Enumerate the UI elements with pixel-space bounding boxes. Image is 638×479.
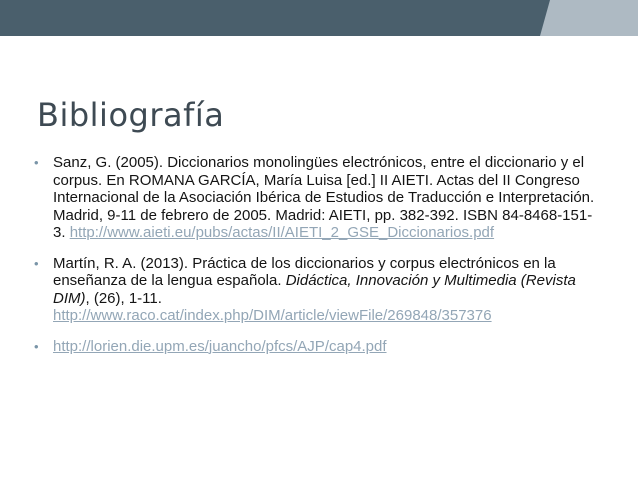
reference-text: Sanz, G. (2005). Diccionarios monolingües electrónicos, entre el diccionario y el corpus. En ROMANA GARCÍA, María Luisa [ed.] II AIETI. Actas del II Congreso Internacional de la Asociación Ibérica de Estudios de Traducción e Interpretación. Madrid, 9-11 de febrero de 2005. Madrid: AIETI, pp. 382-392. ISBN 84-8468-151-3. (53, 154, 595, 241)
header-bar (0, 0, 638, 36)
header-bar-accent (552, 0, 638, 36)
list-item (32, 154, 604, 242)
reference-text: Martín, R. A. (2013). Práctica de los diccionarios y corpus electrónicos en la enseñanza de la lengua española. (53, 254, 556, 289)
bullet-icon: • (34, 255, 39, 271)
bullet-icon: • (34, 338, 39, 354)
bullet-icon: • (34, 155, 39, 170)
list-item (32, 338, 604, 356)
reference-link[interactable]: http://www.raco.cat/index.php/DIM/article/viewFile/269848/357376 (53, 307, 492, 324)
reference-text-end: , (26), 1-11. (85, 289, 162, 307)
reference-link[interactable]: http://lorien.die.upm.es/juancho/pfcs/AJP/cap4.pdf (53, 337, 387, 355)
slide-title: Bibliografía (37, 96, 225, 134)
journal-title: Didáctica, Innovación y Multimedia (Revista DIM) (53, 272, 576, 307)
bibliography-list (32, 154, 604, 368)
reference-link[interactable]: http://www.aieti.eu/pubs/actas/II/AIETI_2_GSE_Diccionarios.pdf (69, 224, 495, 241)
list-item (32, 255, 604, 325)
